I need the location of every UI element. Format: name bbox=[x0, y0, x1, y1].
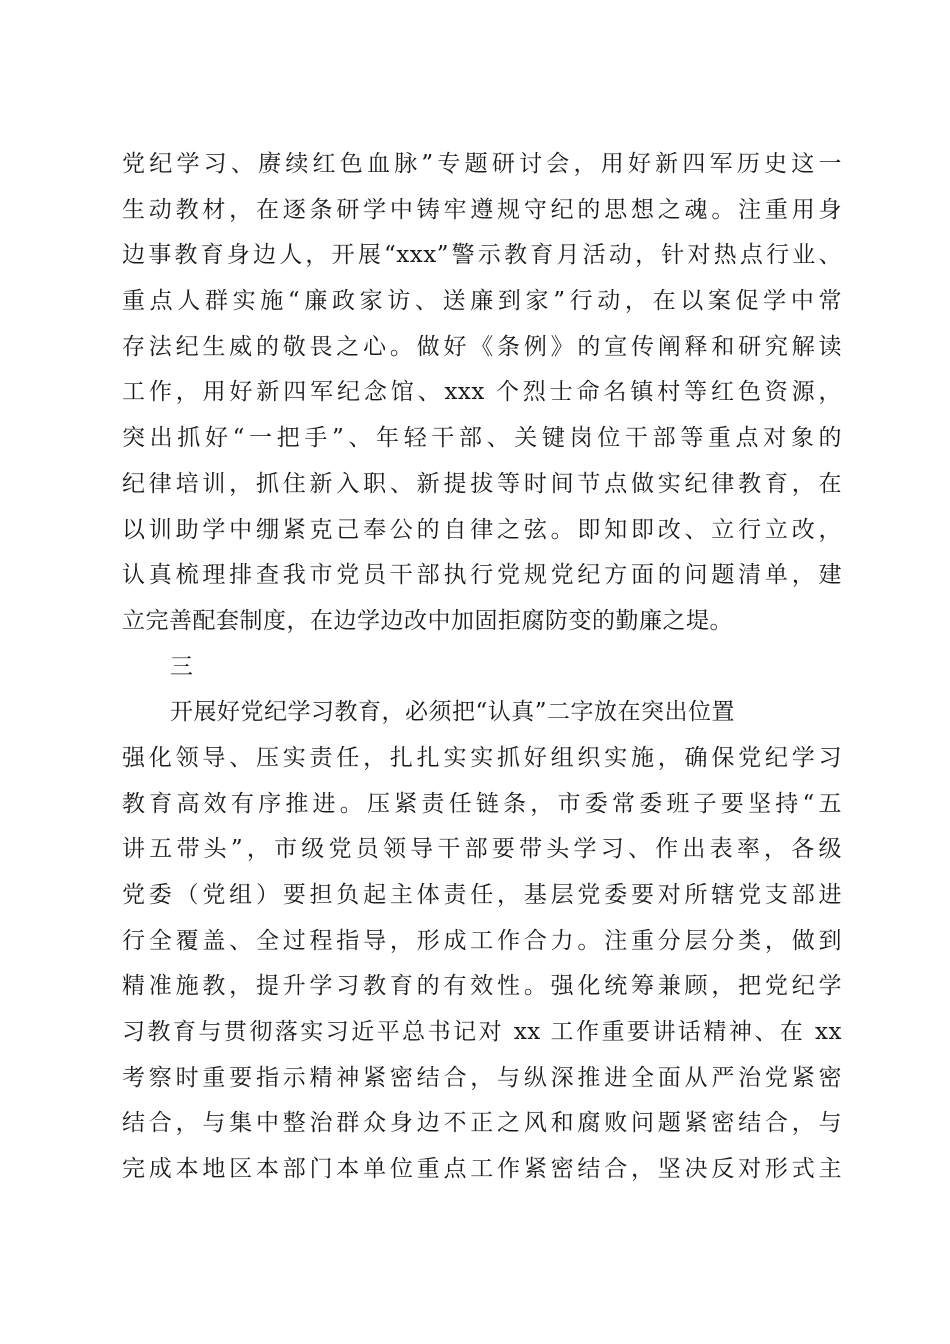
body-line-17: 党委（党组）要担负起主体责任，基层党委要对所辖党支部进 bbox=[122, 882, 842, 908]
body-line-9: 以训助学中绷紧克己奉公的自律之弦。即知即改、立行立改， bbox=[122, 516, 842, 543]
body-line-6: 工作，用好新四军纪念馆、xxx 个烈士命名镇村等红色资源， bbox=[122, 379, 842, 406]
body-line-16: 讲五带头”，市级党员领导干部要带头学习、作出表率，各级 bbox=[122, 836, 842, 863]
body-line-18: 行全覆盖、全过程指导，形成工作合力。注重分层分类，做到 bbox=[122, 927, 842, 954]
section-heading: 三 bbox=[170, 653, 194, 680]
body-line-23: 完成本地区本部门本单位重点工作紧密结合，坚决反对形式主 bbox=[122, 1156, 842, 1183]
body-line-3: 边事教育身边人，开展“xxx”警示教育月活动，针对热点行业、 bbox=[122, 242, 842, 269]
body-line-15: 教育高效有序推进。压紧责任链条，市委常委班子要坚持“五 bbox=[122, 790, 842, 817]
body-line-8: 纪律培训，抓住新入职、新提拔等时间节点做实纪律教育，在 bbox=[122, 470, 842, 497]
body-line-1: 党纪学习、赓续红色血脉”专题研讨会，用好新四军历史这一 bbox=[122, 151, 842, 177]
body-line-13: 开展好党纪学习教育，必须把“认真”二字放在突出位置 bbox=[170, 699, 736, 726]
body-line-11: 立完善配套制度，在边学边改中加固拒腐防变的勤廉之堤。 bbox=[122, 607, 733, 634]
body-line-5: 存法纪生威的敬畏之心。做好《条例》的宣传阐释和研究解读 bbox=[122, 333, 842, 360]
document-body bbox=[122, 142, 842, 1193]
body-line-20: 习教育与贯彻落实习近平总书记对 xx 工作重要讲话精神、在 xx bbox=[122, 1019, 842, 1046]
body-line-7: 突出抓好“一把手”、年轻干部、关键岗位干部等重点对象的 bbox=[122, 425, 842, 452]
body-line-19: 精准施教，提升学习教育的有效性。强化统筹兼顾，把党纪学 bbox=[122, 973, 842, 1000]
body-line-21: 考察时重要指示精神紧密结合，与纵深推进全面从严治党紧密 bbox=[122, 1064, 842, 1091]
body-line-14: 强化领导、压实责任，扎扎实实抓好组织实施，确保党纪学习 bbox=[122, 744, 842, 771]
body-line-22: 结合，与集中整治群众身边不正之风和腐败问题紧密结合，与 bbox=[122, 1110, 842, 1137]
body-line-10: 认真梳理排查我市党员干部执行党规党纪方面的问题清单，建 bbox=[122, 562, 842, 589]
body-line-4: 重点人群实施“廉政家访、送廉到家”行动，在以案促学中常 bbox=[122, 288, 842, 315]
body-line-2: 生动教材，在逐条研学中铸牢遵规守纪的思想之魂。注重用身 bbox=[122, 196, 842, 223]
